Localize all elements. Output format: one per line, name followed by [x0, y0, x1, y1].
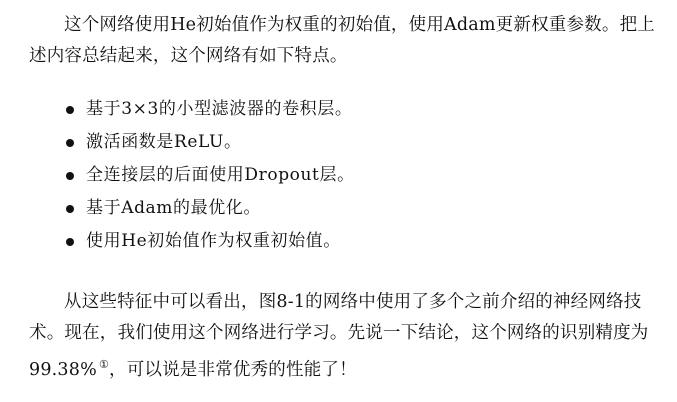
list-item-text: 激活函数是ReLU。	[86, 132, 242, 152]
feature-list	[62, 93, 355, 258]
list-item-text: 全连接层的后面使用Dropout层。	[86, 165, 355, 185]
bullet-icon	[66, 205, 74, 213]
list-item	[62, 93, 355, 126]
conclusion-text-end: ，可以说是非常优秀的性能了！	[109, 360, 357, 380]
list-item	[62, 192, 355, 225]
bullet-icon	[66, 238, 74, 246]
bullet-icon	[66, 139, 74, 147]
list-item	[62, 225, 355, 258]
bullet-icon	[66, 106, 74, 114]
intro-paragraph: 这个网络使用He初始值作为权重的初始值，使用Adam更新权重参数。把上述内容总结起来，这个网络有如下特点。	[29, 15, 655, 66]
list-item	[62, 126, 355, 159]
list-item-text: 基于3×3的小型滤波器的卷积层。	[86, 99, 353, 119]
footnote-marker[interactable]: ①	[98, 358, 109, 371]
list-item-text: 使用He初始值作为权重初始值。	[86, 231, 341, 251]
bullet-icon	[66, 172, 74, 180]
list-item	[62, 159, 355, 192]
conclusion-paragraph	[29, 287, 661, 386]
conclusion-text: 从这些特征中可以看出，图8-1的网络中使用了多个之前介绍的神经网络技术。现在，我们使用这个网络进行学习。先说一下结论，这个网络的识别精度为99.38%	[29, 292, 649, 380]
list-item-text: 基于Adam的最优化。	[86, 198, 262, 218]
